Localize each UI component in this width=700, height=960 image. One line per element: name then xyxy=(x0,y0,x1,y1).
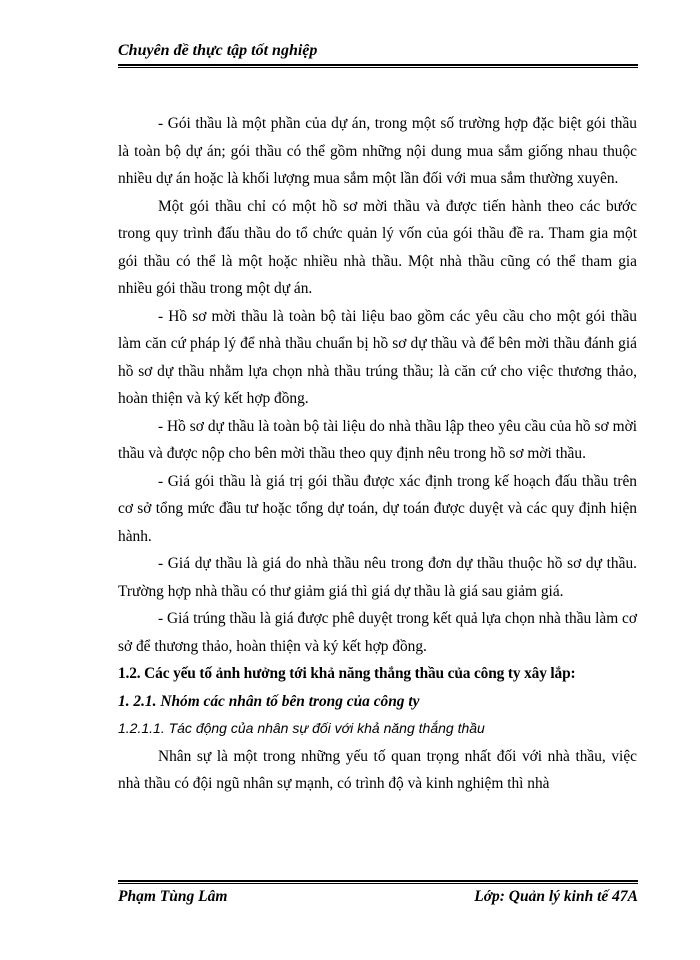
document-body xyxy=(118,110,637,798)
footer-divider xyxy=(118,880,638,884)
paragraph-ho-so-moi-thau: - Hồ sơ mời thầu là toàn bộ tài liệu bao gồm các yêu cầu cho một gói thầu làm căn cứ pháp lý để nhà thầu chuẩn bị hồ sơ dự thầu và để bên mời thầu đánh giá hồ sơ dự thầu nhằm lựa chọn nhà thầu trúng thầu; là căn cứ cho việc thương thảo, hoàn thiện và ký kết hợp đồng. xyxy=(118,307,637,407)
paragraph-gia-goi-thau: - Giá gói thầu là giá trị gói thầu được xác định trong kế hoạch đấu thầu trên cơ sở tổng mức đầu tư hoặc tổng dự toán, dự toán được duyệt và các quy định hiện hành. xyxy=(118,472,637,545)
paragraph-nhan-su: Nhân sự là một trong những yếu tố quan trọng nhất đối với nhà thầu, việc nhà thầu có đội ngũ nhân sự mạnh, có trình độ và kinh nghiệm thì nhà xyxy=(118,747,637,792)
header-divider xyxy=(118,64,638,68)
paragraph-gia-trung-thau: - Giá trúng thầu là giá được phê duyệt trong kết quả lựa chọn nhà thầu làm cơ sở để thương thảo, hoàn thiện và ký kết hợp đồng. xyxy=(118,610,637,655)
paragraph-mot-goi-thau: Một gói thầu chỉ có một hồ sơ mời thầu và được tiến hành theo các bước trong quy trình đấu thầu do tổ chức quản lý vốn của gói thầu đề ra. Tham gia một gói thầu có thể là một hoặc nhiều nhà thầu. Một nhà thầu cũng có thể tham gia nhiều gói thầu trong một dự án. xyxy=(118,197,637,297)
paragraph-ho-so-du-thau: - Hồ sơ dự thầu là toàn bộ tài liệu do nhà thầu lập theo yêu cầu của hồ sơ mời thầu và được nộp cho bên mời thầu theo quy định nêu trong hồ sơ mời thầu. xyxy=(118,417,637,462)
page-header xyxy=(118,40,638,66)
footer-author: Phạm Tùng Lâm xyxy=(118,888,228,905)
section-heading-1-2-1-1: 1.2.1.1. Tác động của nhân sự đối với khả năng thắng thầu xyxy=(118,720,485,736)
header-title: Chuyên đề thực tập tốt nghiệp xyxy=(118,42,318,59)
footer-class: Lớp: Quản lý kinh tế 47A xyxy=(474,888,638,905)
section-heading-1-2-1: 1. 2.1. Nhóm các nhân tố bên trong của công ty xyxy=(118,692,420,710)
paragraph-goi-thau: - Gói thầu là một phần của dự án, trong một số trường hợp đặc biệt gói thầu là toàn bộ dự án; gói thầu có thể gồm những nội dung mua sắm giống nhau thuộc nhiều dự án hoặc là khối lượng mua sắm một lần đối với mua sắm thường xuyên. xyxy=(118,115,637,187)
section-heading-1-2: 1.2. Các yếu tố ảnh hưởng tới khả năng thắng thầu của công ty xây lắp: xyxy=(118,665,576,682)
paragraph-gia-du-thau: - Giá dự thầu là giá do nhà thầu nêu trong đơn dự thầu thuộc hồ sơ dự thầu. Trường hợp nhà thầu có thư giảm giá thì giá dự thầu là giá sau giảm giá. xyxy=(118,555,637,600)
page-footer xyxy=(118,880,638,910)
